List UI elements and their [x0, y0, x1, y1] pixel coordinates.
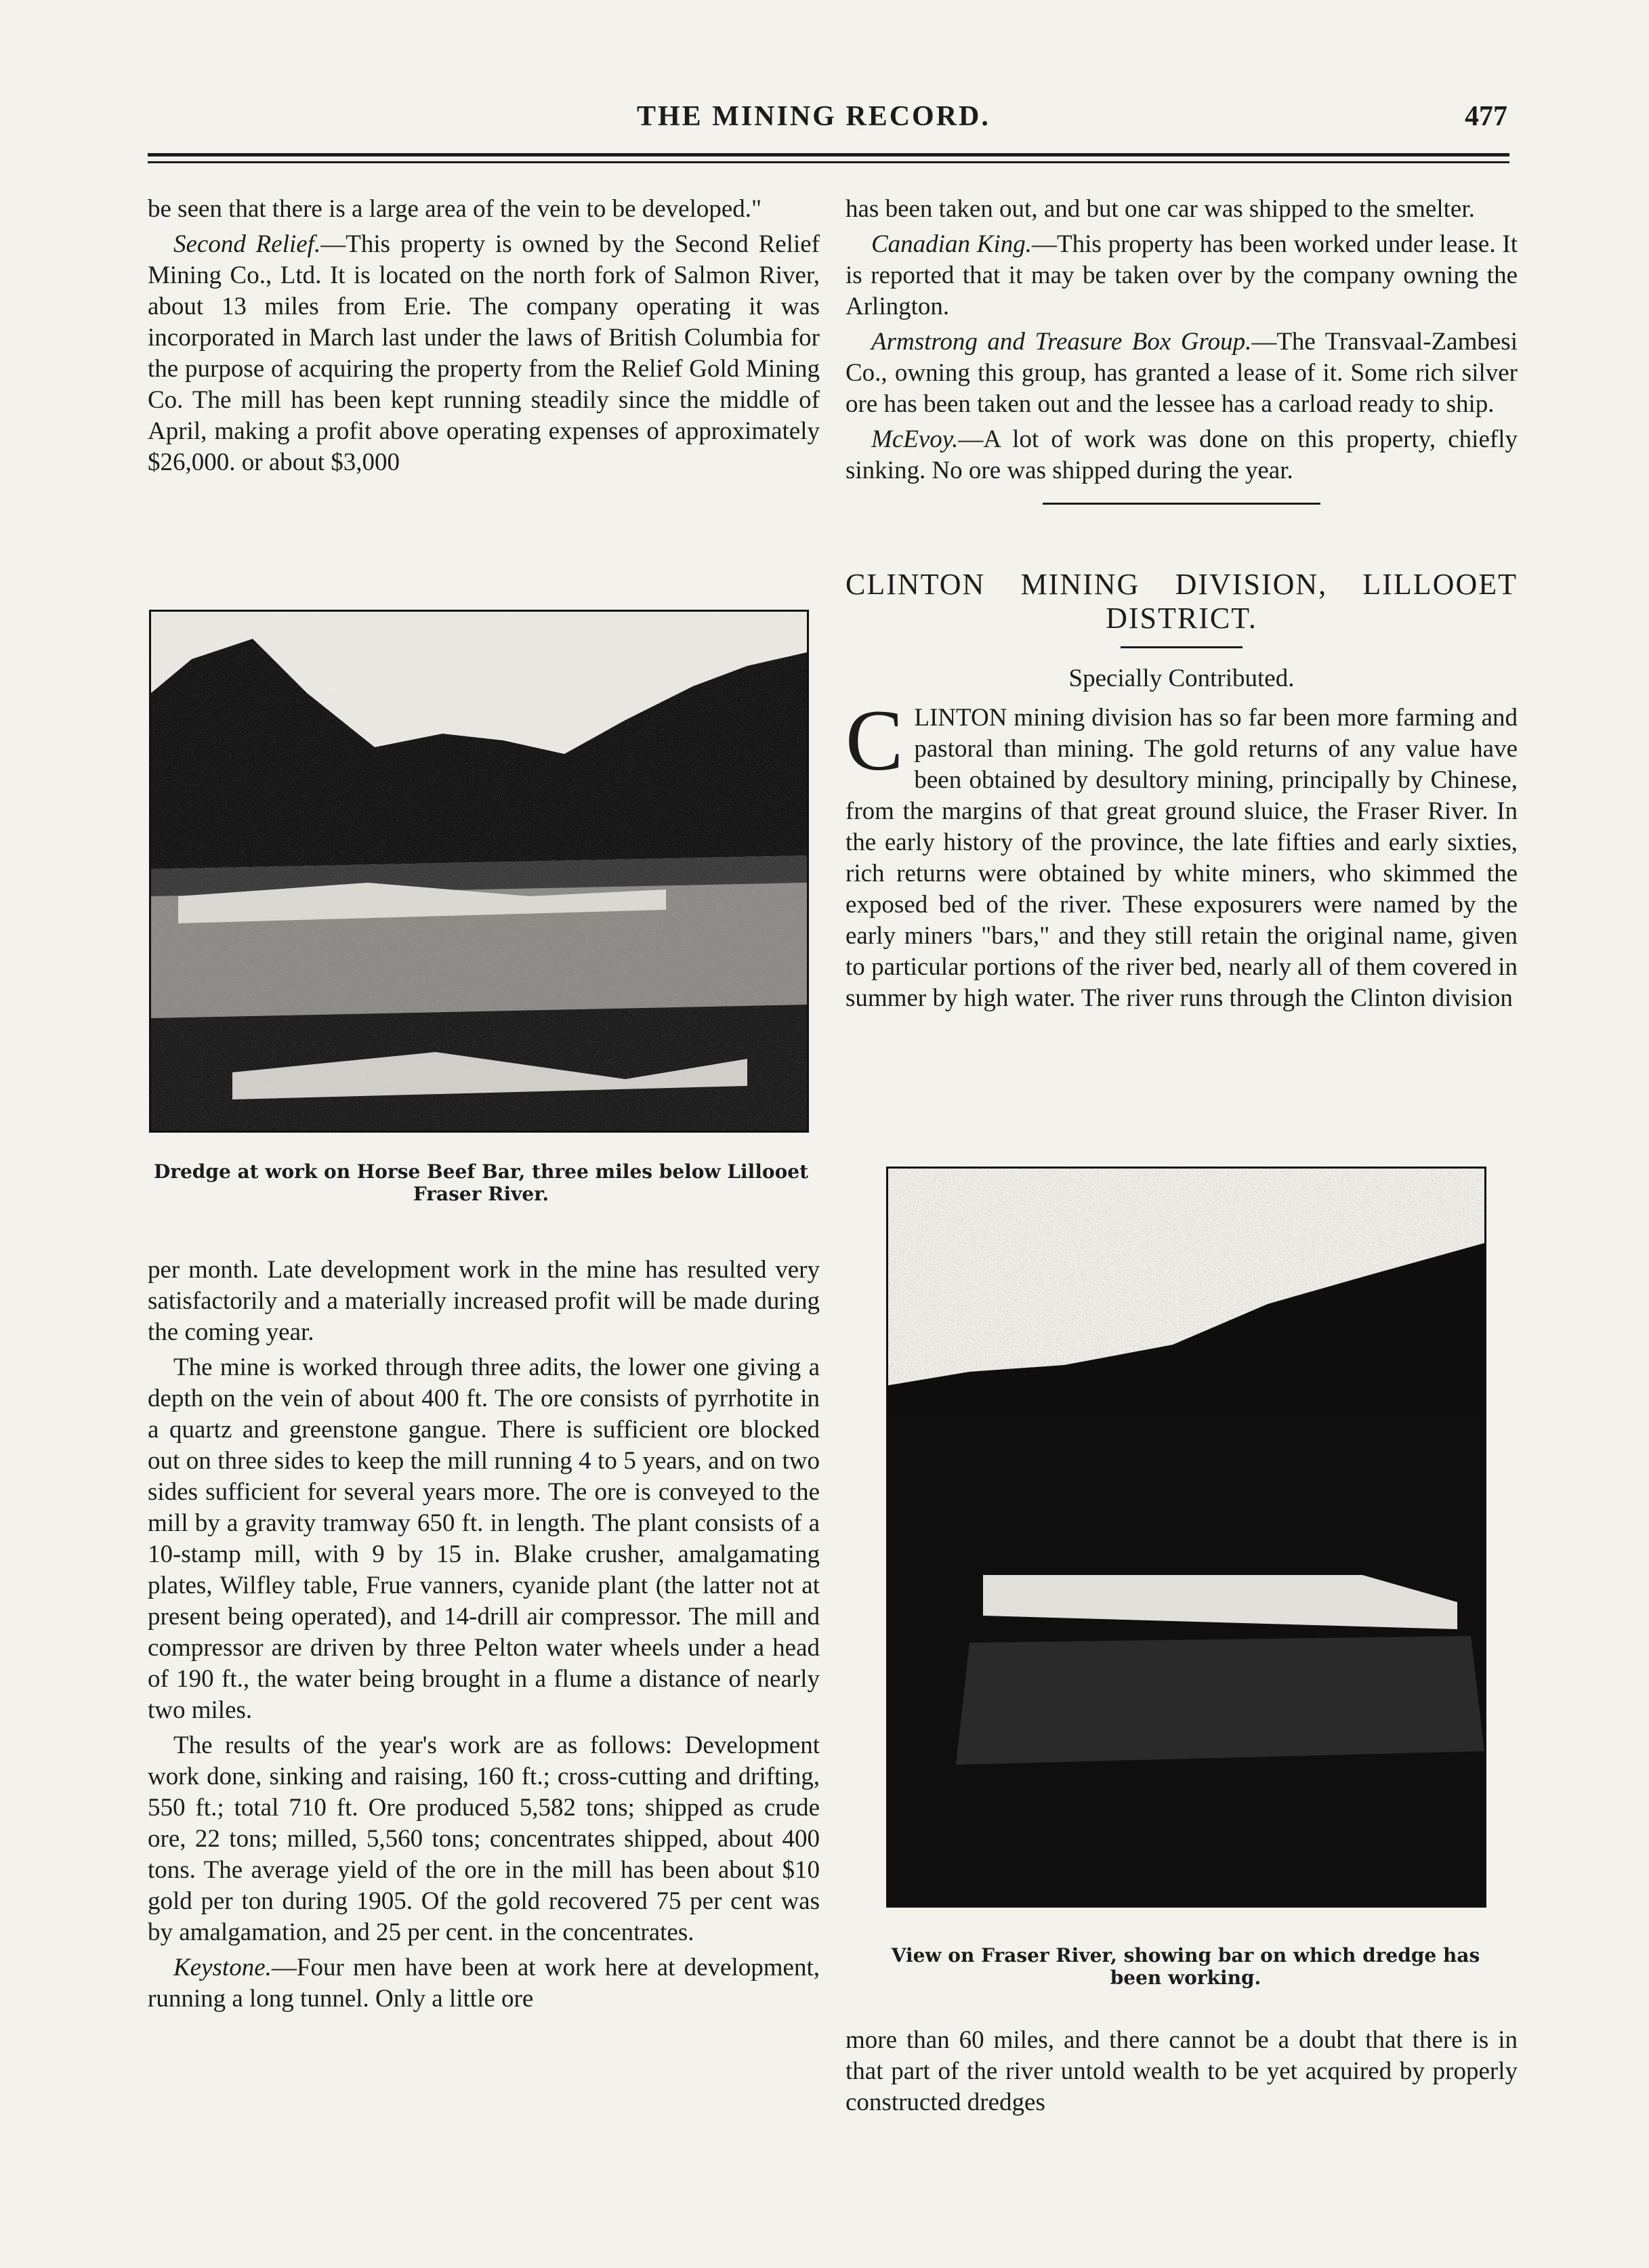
header-rule [148, 153, 1509, 156]
section-divider [1043, 503, 1320, 505]
paragraph-text: LINTON mining division has so far been more farming and pastoral than mining. The gold returns of any value have been obtained by desultory mining, principally by Chinese, from the margins of that great ground sluice, the Fraser River. In the early history of the province, the late fifties and early sixties, rich returns were obtained by white miners, who skimmed the exposed bed of the river. These exposurers were named by the early miners "bars," and they still retain the original name, given to particular portions of the river bed, nearly all of them covered in summer by high water. The river runs through the Clinton division [846, 704, 1518, 1012]
paragraph-armstrong [846, 327, 1518, 420]
paragraph-mcevoy [846, 424, 1518, 486]
byline: Specially Contributed. [1068, 665, 1295, 692]
figure-caption-left: Dredge at work on Horse Beef Bar, three miles below Lillooet Fraser River. [153, 1160, 809, 1205]
title-divider [1121, 646, 1243, 648]
paragraph: has been taken out, and but one car was shipped to the smelter. [846, 195, 1475, 223]
photo-dredge [149, 610, 809, 1133]
article-title-line2: DISTRICT. [1106, 602, 1257, 635]
lead-in: Canadian King. [871, 230, 1032, 258]
paragraph-text: —This property is owned by the Second Relief Mining Co., Ltd. It is located on the north fork of Salmon River, about 13 miles from Erie. The company operating it was incorporated in March last under the laws of British Columbia for the purpose of acquiring the property from the Relief Gold Mining Co. The mill has been kept running steadily since the middle of April, making a profit above operating expenses of approximately $26,000. or about $3,000 [148, 230, 820, 476]
paragraph-canadian-king [846, 229, 1518, 322]
page-number: 477 [1465, 101, 1507, 132]
right-column-bottom [846, 2025, 1518, 2122]
drop-cap: C [846, 692, 904, 789]
lead-in: McEvoy. [871, 425, 959, 453]
paragraph-keystone [148, 1952, 820, 2015]
title-word: DIVISION, [1175, 568, 1328, 601]
figure-caption-right: View on Fraser River, showing bar on which dredge has been working. [891, 1944, 1480, 1989]
article-title [846, 568, 1518, 602]
lead-in: Armstrong and Treasure Box Group. [871, 328, 1252, 356]
lead-in: Keystone. [173, 1954, 272, 1981]
paragraph-text: —This property has been worked under lease. It is reported that it may be taken over by the company owning the Arlington. [846, 230, 1518, 320]
lead-in: Second Relief. [173, 230, 321, 258]
page-header [149, 100, 1507, 148]
paragraph-text: —Four men have been at work here at development, running a long tunnel. Only a little ore [148, 1954, 820, 2013]
paragraph: The mine is worked through three adits, the lower one giving a depth on the vein of about 400 ft. The ore consists of pyrrhotite in a quartz and greenstone gangue. There is sufficient ore blocked out on three sides to keep the mill running 4 to 5 years, and on two sides sufficient for several years more. The ore is conveyed to the mill by a gravity tramway 650 ft. in length. The plant consists of a 10-stamp mill, with 9 by 15 in. Blake crusher, amalgamating plates, Wilfley table, Frue vanners, cyanide plant (the latter not at present being operated), and 14-drill air compressor. The mill and compressor are driven by three Pelton water wheels under a head of 190 ft., the water being brought in a flume a distance of nearly two miles. [148, 1353, 820, 1724]
article-body [846, 692, 1518, 1014]
running-title: THE MINING RECORD. [637, 101, 990, 132]
paragraph-second-relief [148, 229, 820, 478]
header-rule-thin [148, 161, 1509, 163]
title-word: LILLOOET [1362, 568, 1518, 601]
title-word: MINING [1020, 568, 1140, 601]
paragraph: be seen that there is a large area of the vein to be developed." [148, 195, 762, 223]
photo-fraser-river [886, 1167, 1486, 1908]
right-column-top [846, 194, 1518, 505]
article-clinton [846, 568, 1518, 1018]
paragraph: The results of the year's work are as follows: Development work done, sinking and raising, 160 ft.; cross-cutting and drifting, 550 ft.; total 710 ft. Ore produced 5,582 tons; shipped as crude ore, 22 tons; milled, 5,560 tons; concentrates shipped, about 400 tons. The average yield of the ore in the mill has been about $10 gold per ton during 1905. Of the gold recovered 75 per cent was by amalgamation, and 25 per cent. in the concentrates. [148, 1731, 820, 1946]
paragraph: more than 60 miles, and there cannot be a doubt that there is in that part of the river untold wealth to be yet acquired by properly constructed dredges [846, 2026, 1518, 2116]
title-word: CLINTON [846, 568, 986, 601]
left-column-top [148, 194, 820, 482]
paragraph: per month. Late development work in the mine has resulted very satisfactorily and a materially increased profit will be made during the coming year. [148, 1256, 820, 1346]
left-column-bottom [148, 1255, 820, 2019]
paragraph-text: —A lot of work was done on this property, chiefly sinking. No ore was shipped during the year. [846, 425, 1518, 484]
paragraph-text: —The Transvaal-Zambesi Co., owning this group, has granted a lease of it. Some rich silver ore has been taken out and the lessee has a carload ready to ship. [846, 328, 1518, 418]
